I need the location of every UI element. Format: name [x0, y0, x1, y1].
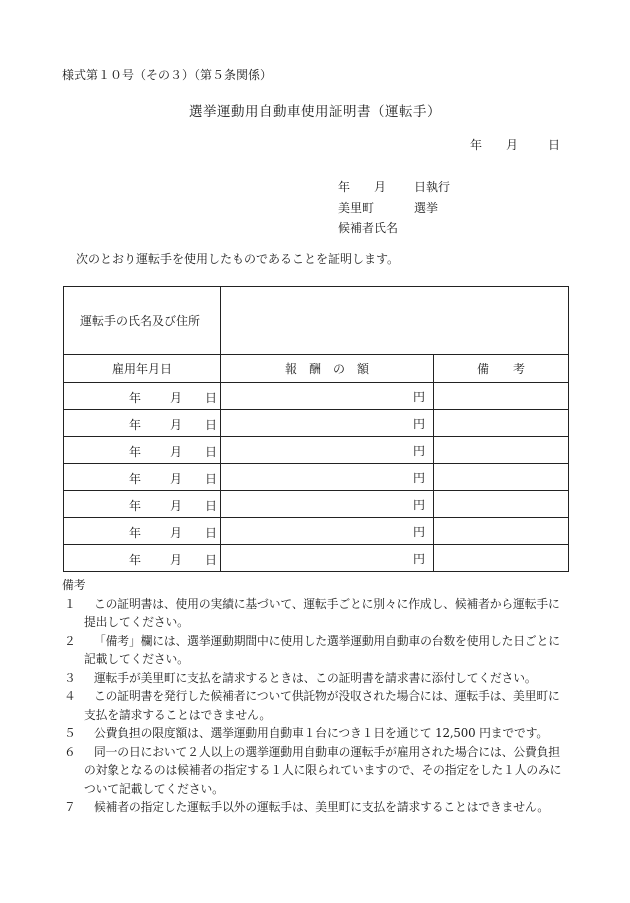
exec-day: 日執行 — [414, 180, 451, 194]
table-header-row — [64, 355, 569, 383]
driver-info-row — [64, 287, 569, 355]
yen-unit: 円 — [412, 443, 425, 458]
note-text: 同一の日において２人以上の選挙運動用自動車の運転手が雇用された場合には、公費負担の対象となるのは候補者の指定する１人に限られていますので、その指定をした１人のみについて記載してください。 — [84, 744, 562, 796]
remuneration-cell[interactable] — [221, 518, 434, 545]
table-row — [64, 410, 569, 437]
exec-year: 年 — [338, 180, 351, 194]
row-year: 年 — [129, 418, 142, 432]
row-day: 日 — [205, 472, 218, 486]
row-year: 年 — [129, 445, 142, 459]
row-day: 日 — [205, 418, 218, 432]
election-label: 選挙 — [414, 200, 439, 215]
employment-date-cell[interactable] — [64, 464, 221, 491]
remuneration-cell[interactable] — [221, 437, 434, 464]
yen-unit: 円 — [412, 389, 425, 404]
row-month: 月 — [170, 472, 183, 486]
note-text: 運転手が美里町に支払を請求するときは、この証明書を請求書に添付してください。 — [94, 670, 537, 685]
notes-section — [62, 576, 567, 817]
row-day: 日 — [205, 526, 218, 540]
remuneration-cell[interactable] — [221, 464, 434, 491]
remuneration-cell[interactable] — [221, 545, 434, 572]
row-month: 月 — [170, 553, 183, 567]
note-text: この証明書は、使用の実績に基づいて、運転手ごとに別々に作成し、候補者から運転手に提出してください。 — [84, 596, 560, 629]
row-year: 年 — [129, 526, 142, 540]
note-item — [62, 798, 567, 817]
note-number: ７ — [64, 800, 76, 814]
note-item — [62, 595, 567, 632]
table-row — [64, 518, 569, 545]
execution-date-line — [338, 177, 450, 198]
note-text: この証明書を発行した候補者について供託物が没収された場合には、運転手は、美里町に支払を請求することはできません。 — [84, 689, 560, 722]
remarks-cell[interactable] — [434, 410, 569, 437]
notes-heading: 備考 — [62, 578, 86, 592]
row-year: 年 — [129, 472, 142, 486]
row-day: 日 — [205, 553, 218, 567]
note-number: ６ — [64, 744, 76, 759]
note-text: 公費負担の限度額は、選挙運動用自動車１台につき１日を通じて 12,500 円までです。 — [94, 726, 549, 740]
note-item — [62, 687, 567, 724]
certification-statement: 次のとおり運転手を使用したものであることを証明します。 — [76, 252, 400, 266]
header-remarks: 備 考 — [434, 355, 569, 383]
yen-unit: 円 — [412, 551, 425, 566]
note-item — [62, 743, 567, 799]
table-row — [64, 383, 569, 410]
execution-block — [338, 177, 450, 239]
form-number: 様式第１０号（その３）（第５条関係） — [62, 68, 273, 82]
driver-usage-table — [63, 286, 569, 572]
note-number: ２ — [64, 633, 76, 648]
row-year: 年 — [129, 391, 142, 405]
remarks-cell[interactable] — [434, 545, 569, 572]
row-day: 日 — [205, 445, 218, 459]
remarks-cell[interactable] — [434, 518, 569, 545]
row-month: 月 — [170, 445, 183, 459]
yen-unit: 円 — [412, 497, 425, 512]
row-day: 日 — [205, 499, 218, 513]
employment-date-cell[interactable] — [64, 491, 221, 518]
issue-month: 月 — [506, 138, 519, 152]
row-year: 年 — [129, 553, 142, 567]
employment-date-cell[interactable] — [64, 410, 221, 437]
remarks-cell[interactable] — [434, 491, 569, 518]
row-month: 月 — [170, 499, 183, 513]
note-item — [62, 724, 567, 743]
issue-day: 日 — [548, 138, 561, 152]
remarks-cell[interactable] — [434, 464, 569, 491]
note-number: ４ — [64, 689, 76, 703]
row-month: 月 — [170, 526, 183, 540]
note-number: ３ — [64, 670, 76, 685]
header-remuneration: 報 酬 の 額 — [221, 355, 434, 383]
table-row — [64, 491, 569, 518]
row-year: 年 — [129, 499, 142, 513]
remuneration-cell[interactable] — [221, 410, 434, 437]
driver-info-field[interactable] — [221, 287, 569, 355]
table-row — [64, 545, 569, 572]
note-item — [62, 632, 567, 669]
exec-month: 月 — [374, 180, 387, 194]
yen-unit: 円 — [412, 470, 425, 485]
employment-date-cell[interactable] — [64, 437, 221, 464]
row-day: 日 — [205, 391, 218, 405]
town-name: 美里町 — [338, 200, 375, 215]
remarks-cell[interactable] — [434, 437, 569, 464]
employment-date-cell[interactable] — [64, 545, 221, 572]
yen-unit: 円 — [412, 416, 425, 431]
document-title: 選挙運動用自動車使用証明書（運転手） — [189, 104, 441, 120]
election-line — [338, 198, 450, 219]
table-row — [64, 437, 569, 464]
remuneration-cell[interactable] — [221, 491, 434, 518]
note-number: ５ — [64, 726, 76, 740]
remuneration-cell[interactable] — [221, 383, 434, 410]
employment-date-cell[interactable] — [64, 518, 221, 545]
yen-unit: 円 — [412, 524, 425, 539]
driver-label: 運転手の氏名及び住所 — [64, 287, 221, 355]
note-text: 候補者の指定した運転手以外の運転手は、美里町に支払を請求することはできません。 — [94, 800, 549, 814]
note-text: 「備考」欄には、選挙運動期間中に使用した選挙運動用自動車の台数を使用した日ごとに記載してください。 — [84, 633, 560, 666]
remarks-cell[interactable] — [434, 383, 569, 410]
row-month: 月 — [170, 418, 183, 432]
issue-date — [470, 136, 560, 153]
header-employment-date: 雇用年月日 — [64, 355, 221, 383]
row-month: 月 — [170, 391, 183, 405]
note-number: １ — [64, 596, 76, 611]
candidate-name-label: 候補者氏名 — [338, 221, 399, 235]
table-row — [64, 464, 569, 491]
issue-year: 年 — [470, 138, 483, 152]
note-item — [62, 669, 567, 688]
employment-date-cell[interactable] — [64, 383, 221, 410]
